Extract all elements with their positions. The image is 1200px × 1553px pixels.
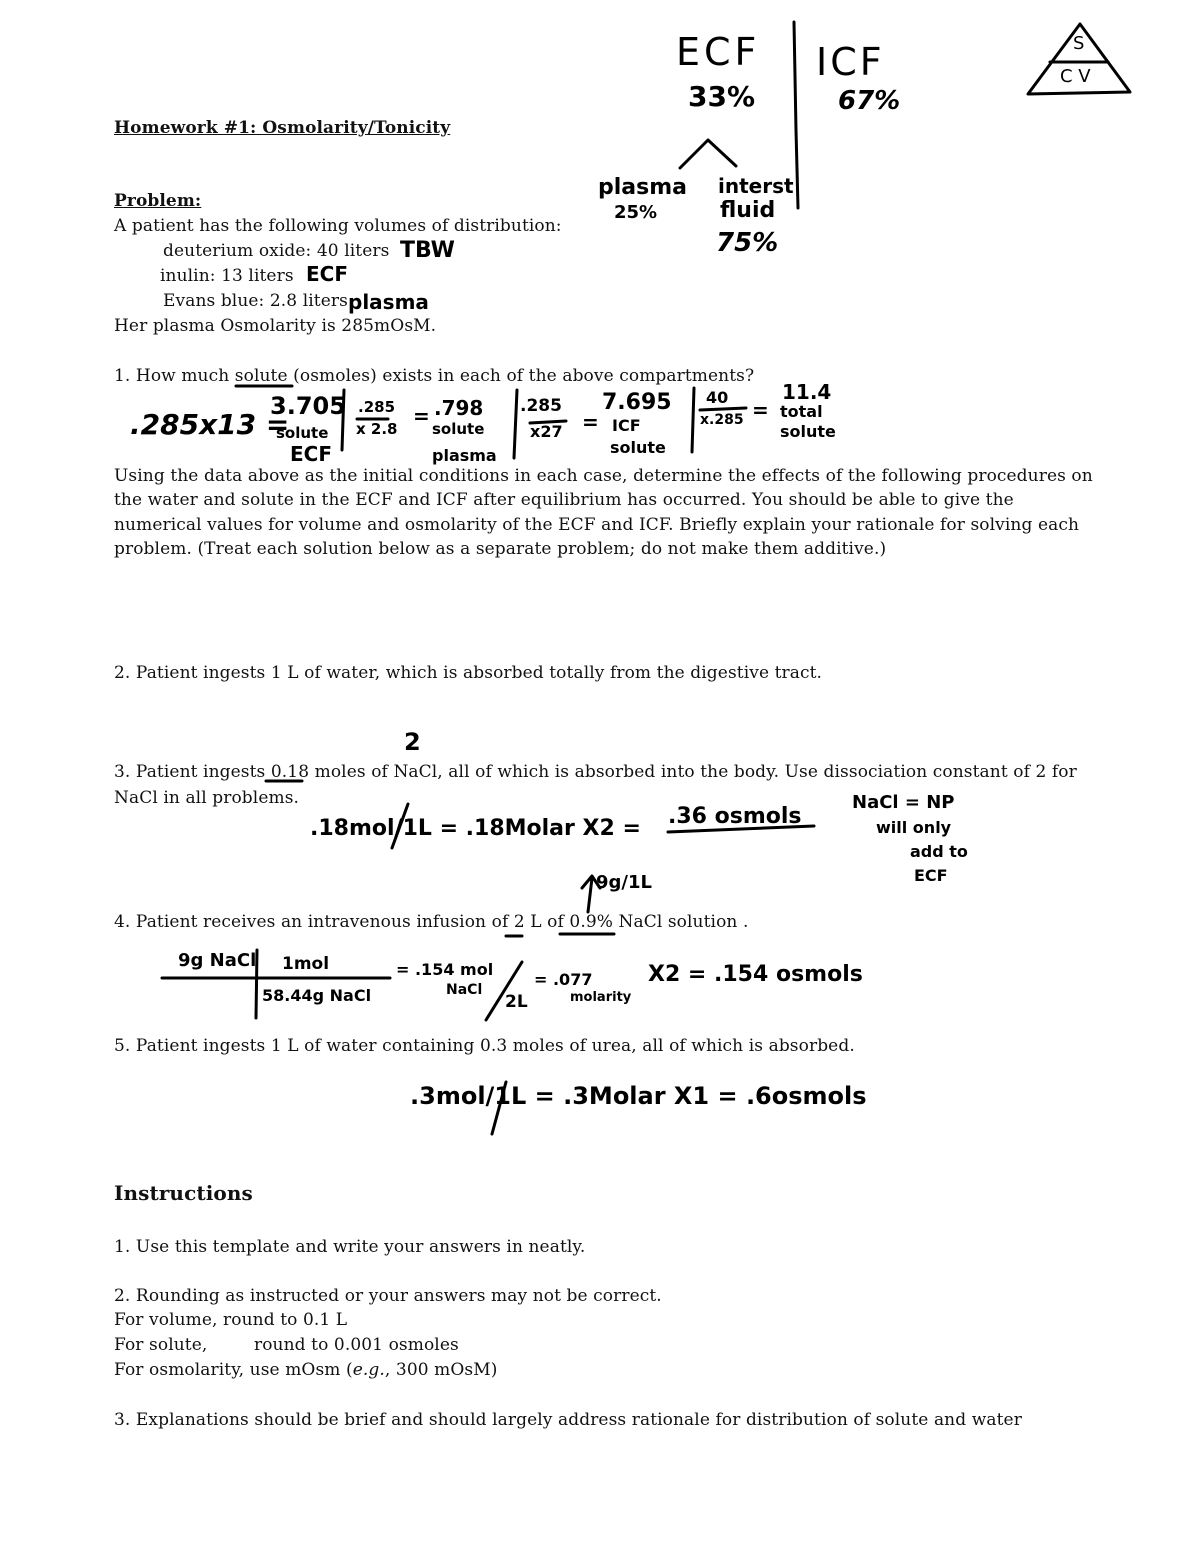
hw-q4-c1: 9g NaCl	[178, 950, 257, 971]
hw-q3-calc: .18mol/1L = .18Molar X2 =	[310, 816, 641, 841]
plasma-osmolarity: Her plasma Osmolarity is 285mOsM.	[114, 316, 437, 336]
hw-q1-result2-solute: solute	[432, 420, 485, 438]
hw-q3-note4: ECF	[914, 866, 948, 885]
hw-ecf-label: ECF	[306, 262, 349, 286]
q1-divider	[514, 390, 517, 458]
paragraph-line: the water and solute in the ECF and ICF after equilibrium has occurred. You should be able to give the	[114, 490, 1014, 510]
hw-q1-calc3-a: .285	[520, 396, 562, 416]
hw-q3-note3: add to	[910, 842, 968, 861]
instruction-1: 1. Use this template and write your answers in neatly.	[114, 1237, 586, 1257]
instruction-3: 3. Explanations should be brief and should largely address rationale for distribution of solute and water	[114, 1410, 1022, 1430]
volume-evans-blue: Evans blue: 2.8 liters	[163, 291, 348, 311]
hw-q1-result4-solute: solute	[780, 422, 836, 441]
hw-q1-calc4-a: 40	[706, 388, 729, 407]
hw-q1-calc4-eq: =	[752, 398, 769, 422]
hw-q3-mark: 2	[404, 728, 421, 756]
hw-q4-c9: X2 = .154 osmols	[648, 962, 863, 987]
paragraph-line: numerical values for volume and osmolarity of the ECF and ICF. Briefly explain your rationale for solving each	[114, 515, 1080, 535]
hw-q4-c5: NaCl	[446, 982, 483, 998]
round-solute-value: round to 0.001 osmoles	[254, 1335, 459, 1355]
hw-ecf-percent: 33%	[688, 80, 756, 113]
q1-divider	[692, 388, 694, 452]
question-4-start: 4. Patient receives an intravenous infusion of	[114, 912, 514, 932]
hw-q3-result: .36 osmols	[668, 804, 802, 829]
round-volume: For volume, round to 0.1 L	[114, 1310, 348, 1330]
page-title: Homework #1: Osmolarity/Tonicity	[114, 118, 451, 138]
paragraph-line: problem. (Treat each solution below as a separate problem; do not make them additive.)	[114, 539, 887, 559]
question-2: 2. Patient ingests 1 L of water, which is absorbed totally from the digestive tract.	[114, 663, 823, 683]
hw-q1-calc3-eq: =	[582, 410, 599, 434]
hw-fluid: fluid	[720, 198, 776, 223]
hw-q1-calc2-eq: =	[413, 404, 430, 428]
hw-q3-note2: will only	[876, 818, 952, 837]
hw-q1-result2-plasma: plasma	[432, 446, 497, 465]
round-osm-start: For osmolarity, use mOsm (	[114, 1360, 353, 1380]
question-3-amount: 0.18	[270, 762, 310, 782]
paragraph-line: Using the data above as the initial conditions in each case, determine the effects of the following procedures on	[114, 466, 1093, 486]
hw-q4-c3: 58.44g NaCl	[262, 986, 372, 1005]
round-osm-eg: e.g.	[352, 1360, 385, 1380]
hw-icf-percent: 67%	[838, 86, 901, 116]
hw-q1-result1-solute: solute	[276, 424, 329, 442]
hw-q1-result4-total: total	[780, 402, 823, 421]
question-3-start: 3. Patient ingests	[114, 762, 271, 782]
hw-q1-result2: .798	[434, 396, 484, 420]
question-4	[114, 910, 748, 934]
hw-q4-mark: 9g/1L	[596, 872, 652, 893]
hw-q1-calc1: .285x13 =	[130, 408, 290, 441]
hw-ecf: ECF	[676, 30, 761, 74]
hw-q4-c2: 1mol	[282, 954, 330, 974]
hw-q4-c4: = .154 mol	[396, 960, 494, 979]
instructions-heading: Instructions	[114, 1181, 253, 1205]
hw-q1-result3: 7.695	[602, 390, 672, 415]
hw-q5-calc: .3mol/1L = .3Molar X1 = .6osmols	[410, 1082, 867, 1110]
hw-plasma-label: plasma	[348, 290, 429, 314]
hw-fluid-percent: 75%	[716, 228, 779, 258]
hw-q4-c7: = .077	[534, 970, 593, 989]
hw-q1-calc2-a: .285	[358, 398, 396, 416]
volume-deuterium: deuterium oxide: 40 liters	[163, 241, 390, 261]
ecf-branch	[680, 140, 736, 168]
hw-plasma: plasma	[598, 175, 687, 200]
question-4-mid: L of	[524, 912, 570, 932]
hw-q1-result1: 3.705	[270, 392, 346, 420]
hw-q1-result3-solute: solute	[610, 438, 666, 457]
hw-triangle-s: S	[1073, 33, 1085, 54]
problem-heading: Problem:	[114, 191, 202, 211]
hw-icf: ICF	[816, 40, 885, 84]
hw-plasma-percent: 25%	[614, 202, 658, 223]
hw-tbw: TBW	[400, 238, 455, 263]
hw-q1-calc4-b: x.285	[700, 412, 744, 428]
hw-q1-result1-ecf: ECF	[290, 442, 333, 466]
question-4-end: NaCl solution .	[613, 912, 749, 932]
hw-q1-result4: 11.4	[782, 380, 832, 404]
hw-triangle-cv: C V	[1060, 66, 1091, 87]
round-osmolarity	[114, 1358, 498, 1382]
hw-q3-note1: NaCl = NP	[852, 792, 955, 813]
hw-q1-calc3-b: x27	[530, 422, 563, 441]
hw-q4-c8: molarity	[570, 990, 632, 1005]
question-1: 1. How much solute (osmoles) exists in each of the above compartments?	[114, 366, 755, 386]
question-3	[114, 760, 1077, 784]
question-3-line2: NaCl in all problems.	[114, 788, 300, 808]
question-3-end: moles of NaCl, all of which is absorbed into the body. Use dissociation constant of 2 for	[309, 762, 1077, 782]
hw-interst: interst	[718, 174, 794, 198]
question-4-volume: 2	[513, 912, 525, 932]
instruction-2: 2. Rounding as instructed or your answers may not be correct.	[114, 1286, 662, 1306]
question-4-percent: 0.9%	[569, 912, 613, 932]
volume-inulin: inulin: 13 liters	[160, 266, 294, 286]
hw-q1-result3-icf: ICF	[612, 416, 641, 435]
round-osm-end: , 300 mOsM)	[384, 1360, 498, 1380]
hw-q1-calc2-b: x 2.8	[356, 420, 398, 438]
hw-q4-c6: 2L	[505, 992, 528, 1012]
intro-line: A patient has the following volumes of distribution:	[114, 216, 562, 236]
question-5: 5. Patient ingests 1 L of water containing 0.3 moles of urea, all of which is absorbed.	[114, 1036, 855, 1056]
ecf-icf-divider	[794, 22, 798, 208]
q1-underline	[700, 408, 746, 410]
round-solute-label: For solute,	[114, 1335, 208, 1355]
